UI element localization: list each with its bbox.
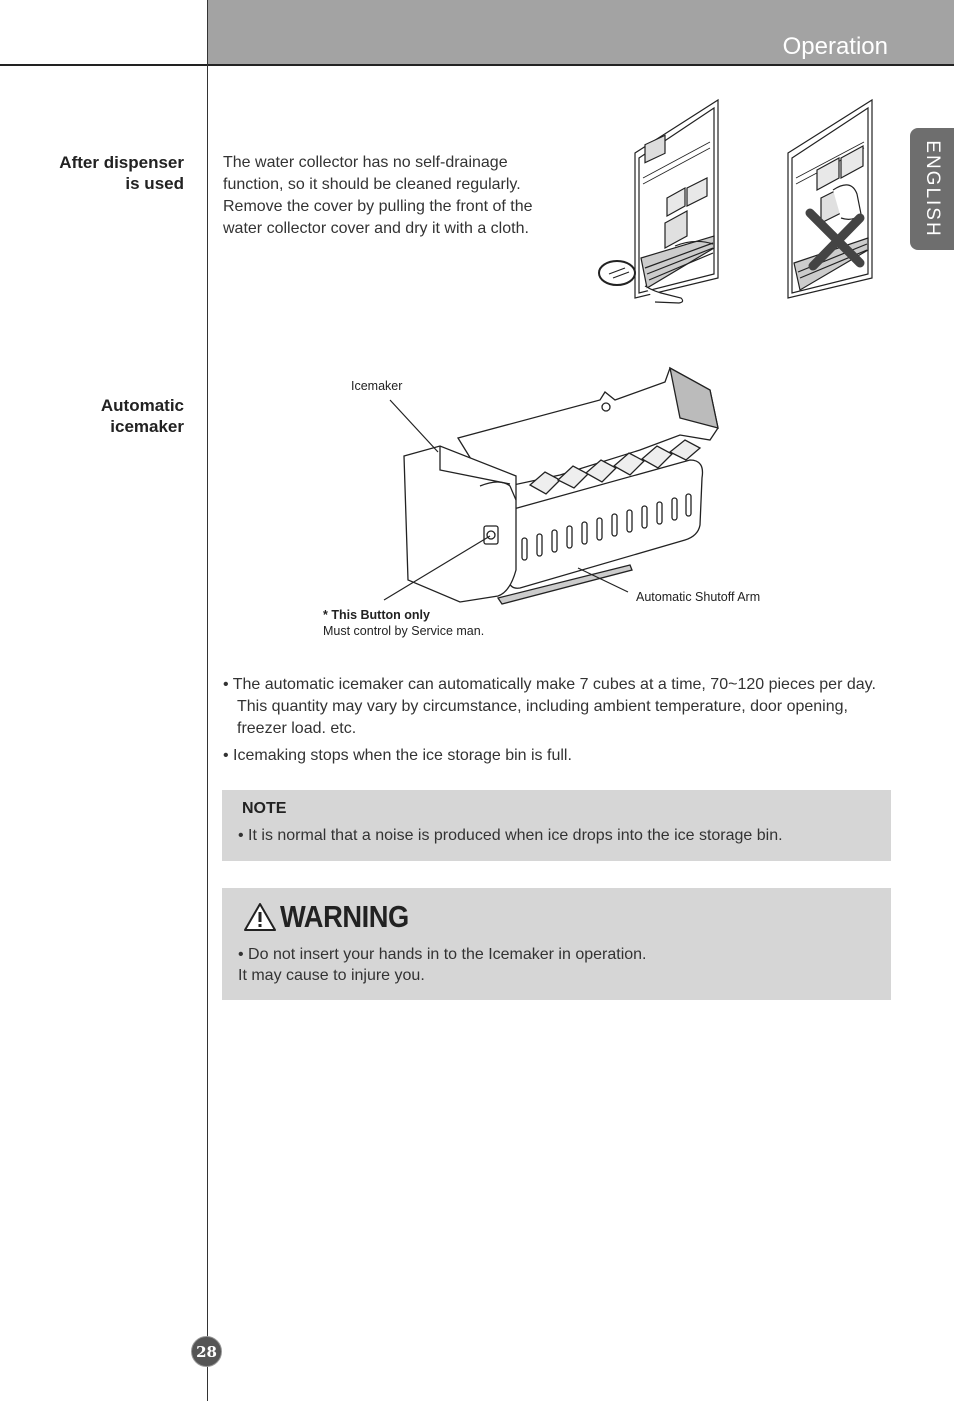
text-line: The water collector has no self-drainage [223, 154, 508, 171]
button-callout-title: * This Button only [323, 608, 430, 622]
icemaker-callout: Icemaker [351, 379, 403, 393]
text-line: water collector cover and dry it with a cloth. [223, 220, 529, 237]
warning-text: • Do not insert your hands in to the Icemaker in operation. It may cause to injure you. [238, 946, 647, 984]
note-text: • It is normal that a noise is produced when ice drops into the ice storage bin. [238, 827, 783, 844]
section-label-line: icemaker [110, 417, 184, 436]
page-number: 28 [191, 1336, 222, 1367]
dispenser-cleaning-illustration [595, 98, 895, 310]
section-label-icemaker [101, 395, 184, 437]
button-callout [323, 607, 484, 639]
bullet-item: • The automatic icemaker can automatically make 7 cubes at a time, 70~120 pieces per day. This quantity may vary by circumstance, including ambient temperature, door opening, freezer load. etc. [223, 676, 876, 737]
bullet-item: • Icemaking stops when the ice storage bin is full. [223, 747, 572, 764]
margin-rule [207, 0, 208, 1401]
button-callout-subtitle: Must control by Service man. [323, 624, 485, 638]
text-line: Remove the cover by pulling the front of the [223, 198, 533, 215]
warning-title: WARNING [280, 899, 409, 934]
note-box [222, 790, 891, 861]
warning-box [222, 888, 891, 1000]
language-tab-label: ENGLISH [922, 140, 943, 238]
warning-triangle-icon [243, 902, 277, 932]
icemaker-bullets [223, 674, 893, 772]
section-label-line: Automatic [100, 396, 184, 415]
language-tab [910, 128, 954, 250]
header-bar [208, 0, 954, 64]
dispenser-incorrect-figure [788, 100, 872, 298]
section-label-dispenser [59, 152, 184, 194]
note-title: NOTE [242, 800, 287, 817]
text-line: function, so it should be cleaned regularly. [223, 176, 521, 193]
shutoff-arm-callout: Automatic Shutoff Arm [636, 590, 761, 604]
dispenser-description [223, 152, 583, 240]
dispenser-correct-figure [599, 100, 718, 303]
header-divider [0, 64, 954, 66]
section-label-line: is used [125, 174, 184, 193]
section-label-line: After dispenser [59, 153, 184, 172]
icemaker-illustration [380, 360, 730, 610]
page-title: Operation [782, 33, 888, 60]
